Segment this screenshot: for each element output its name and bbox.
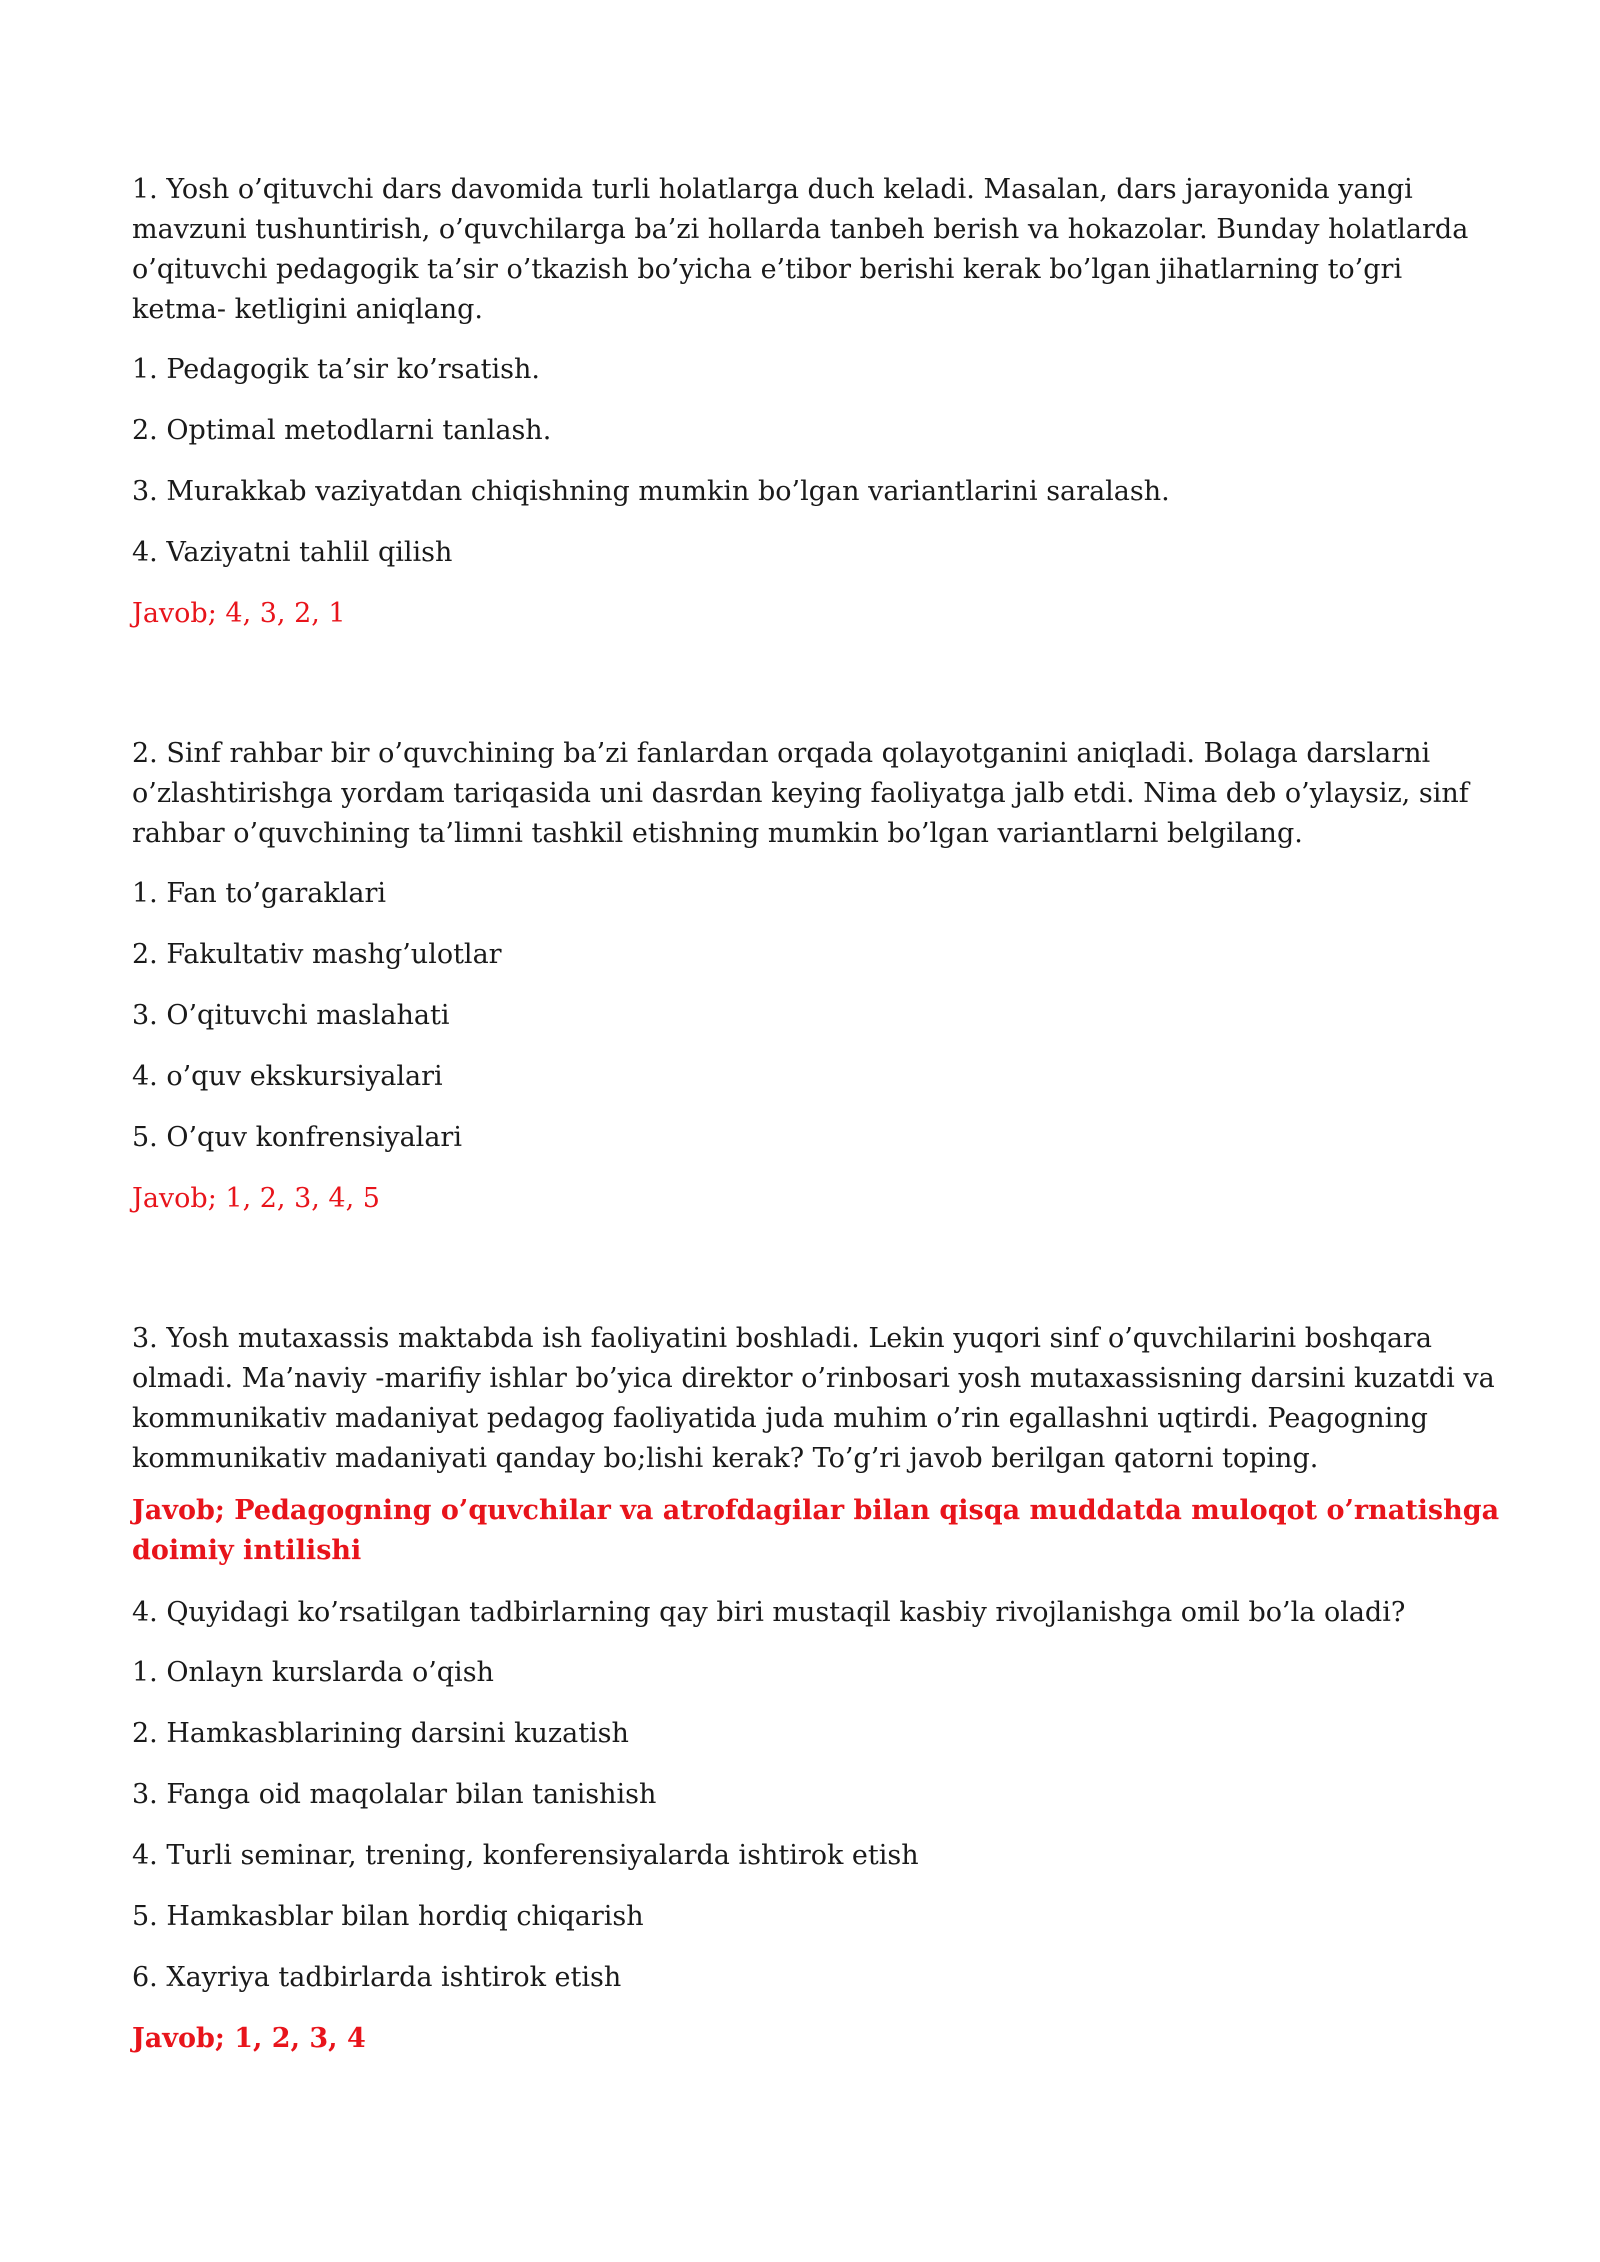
question-4-text: 4. Quyidagi ko’rsatilgan tadbirlarning qay biri mustaqil kasbiy rivojlanishga omil bo’la oladi? xyxy=(132,1597,1406,1628)
question-2-text: 2. Sinf rahbar bir o’quvchining ba’zi fanlardan orqada qolayotganini aniqladi. Bolaga darslarni o’zlashtirishga yordam tariqasida uni dasrdan keying faoliyatga jalb etdi. Nima deb o’ylaysiz, sinf rahbar o’quvchining ta’limni tashkil etishning mumkin bo’lgan variantlarni belgilang. xyxy=(132,738,1469,849)
question-1-text: 1. Yosh o’qituvchi dars davomida turli holatlarga duch keladi. Masalan, dars jarayonida yangi mavzuni tushuntirish, o’quvchilarga ba’zi hollarda tanbeh berish va hokazolar. Bunday holatlarda o’qituvchi pedagogik ta’sir o’tkazish bo’yicha e’tibor berishi kerak bo’lgan jihatlarning to’gri ketma- ketligini aniqlang. xyxy=(132,174,1469,325)
question-1-answer: Javob; 4, 3, 2, 1 xyxy=(132,598,346,629)
option: 3. Murakkab vaziyatdan chiqishning mumkin bo’lgan variantlarini saralash. xyxy=(132,476,1170,507)
question-4-answer: Javob; 1, 2, 3, 4 xyxy=(132,2023,366,2054)
option: 2. Optimal metodlarni tanlash. xyxy=(132,415,552,446)
question-4 xyxy=(132,1593,1500,2059)
option: 6. Xayriya tadbirlarda ishtirok etish xyxy=(132,1962,622,1993)
question-1 xyxy=(132,170,1500,634)
question-4-options xyxy=(132,1653,1500,1998)
question-3 xyxy=(132,1319,1500,1571)
spacer xyxy=(132,1241,1500,1319)
question-3-answer: Javob; Pedagogning o’quvchilar va atrofdagilar bilan qisqa muddatda muloqot o’rnatishga doimiy intilishi xyxy=(132,1495,1500,1566)
question-1-options xyxy=(132,350,1500,573)
option: 3. Fanga oid maqolalar bilan tanishish xyxy=(132,1779,657,1810)
option: 4. Turli seminar, trening, konferensiyalarda ishtirok etish xyxy=(132,1840,919,1871)
question-2 xyxy=(132,734,1500,1219)
question-2-options xyxy=(132,874,1500,1158)
option: 1. Fan to’garaklari xyxy=(132,878,387,909)
question-3-text: 3. Yosh mutaxassis maktabda ish faoliyatini boshladi. Lekin yuqori sinf o’quvchilarini boshqara olmadi. Ma’naviy -marifiy ishlar bo’yica direktor o’rinbosari yosh mutaxassisning darsini kuzatdi va kommunikativ madaniyat pedagog faoliyatida juda muhim o’rin egallashni uqtirdi. Peagogning kommunikativ madaniyati qanday bo;lishi kerak? To’g’ri javob berilgan qatorni toping. xyxy=(132,1323,1495,1474)
option: 5. Hamkasblar bilan hordiq chiqarish xyxy=(132,1901,644,1932)
question-2-answer: Javob; 1, 2, 3, 4, 5 xyxy=(132,1183,380,1214)
option: 1. Pedagogik ta’sir ko’rsatish. xyxy=(132,354,540,385)
option: 2. Hamkasblarining darsini kuzatish xyxy=(132,1718,629,1749)
option: 4. Vaziyatni tahlil qilish xyxy=(132,537,453,568)
option: 2. Fakultativ mashg’ulotlar xyxy=(132,939,502,970)
option: 1. Onlayn kurslarda o’qish xyxy=(132,1657,494,1688)
option: 5. O’quv konfrensiyalari xyxy=(132,1122,462,1153)
option: 3. O’qituvchi maslahati xyxy=(132,1000,450,1031)
spacer xyxy=(132,656,1500,734)
option: 4. o’quv ekskursiyalari xyxy=(132,1061,443,1092)
